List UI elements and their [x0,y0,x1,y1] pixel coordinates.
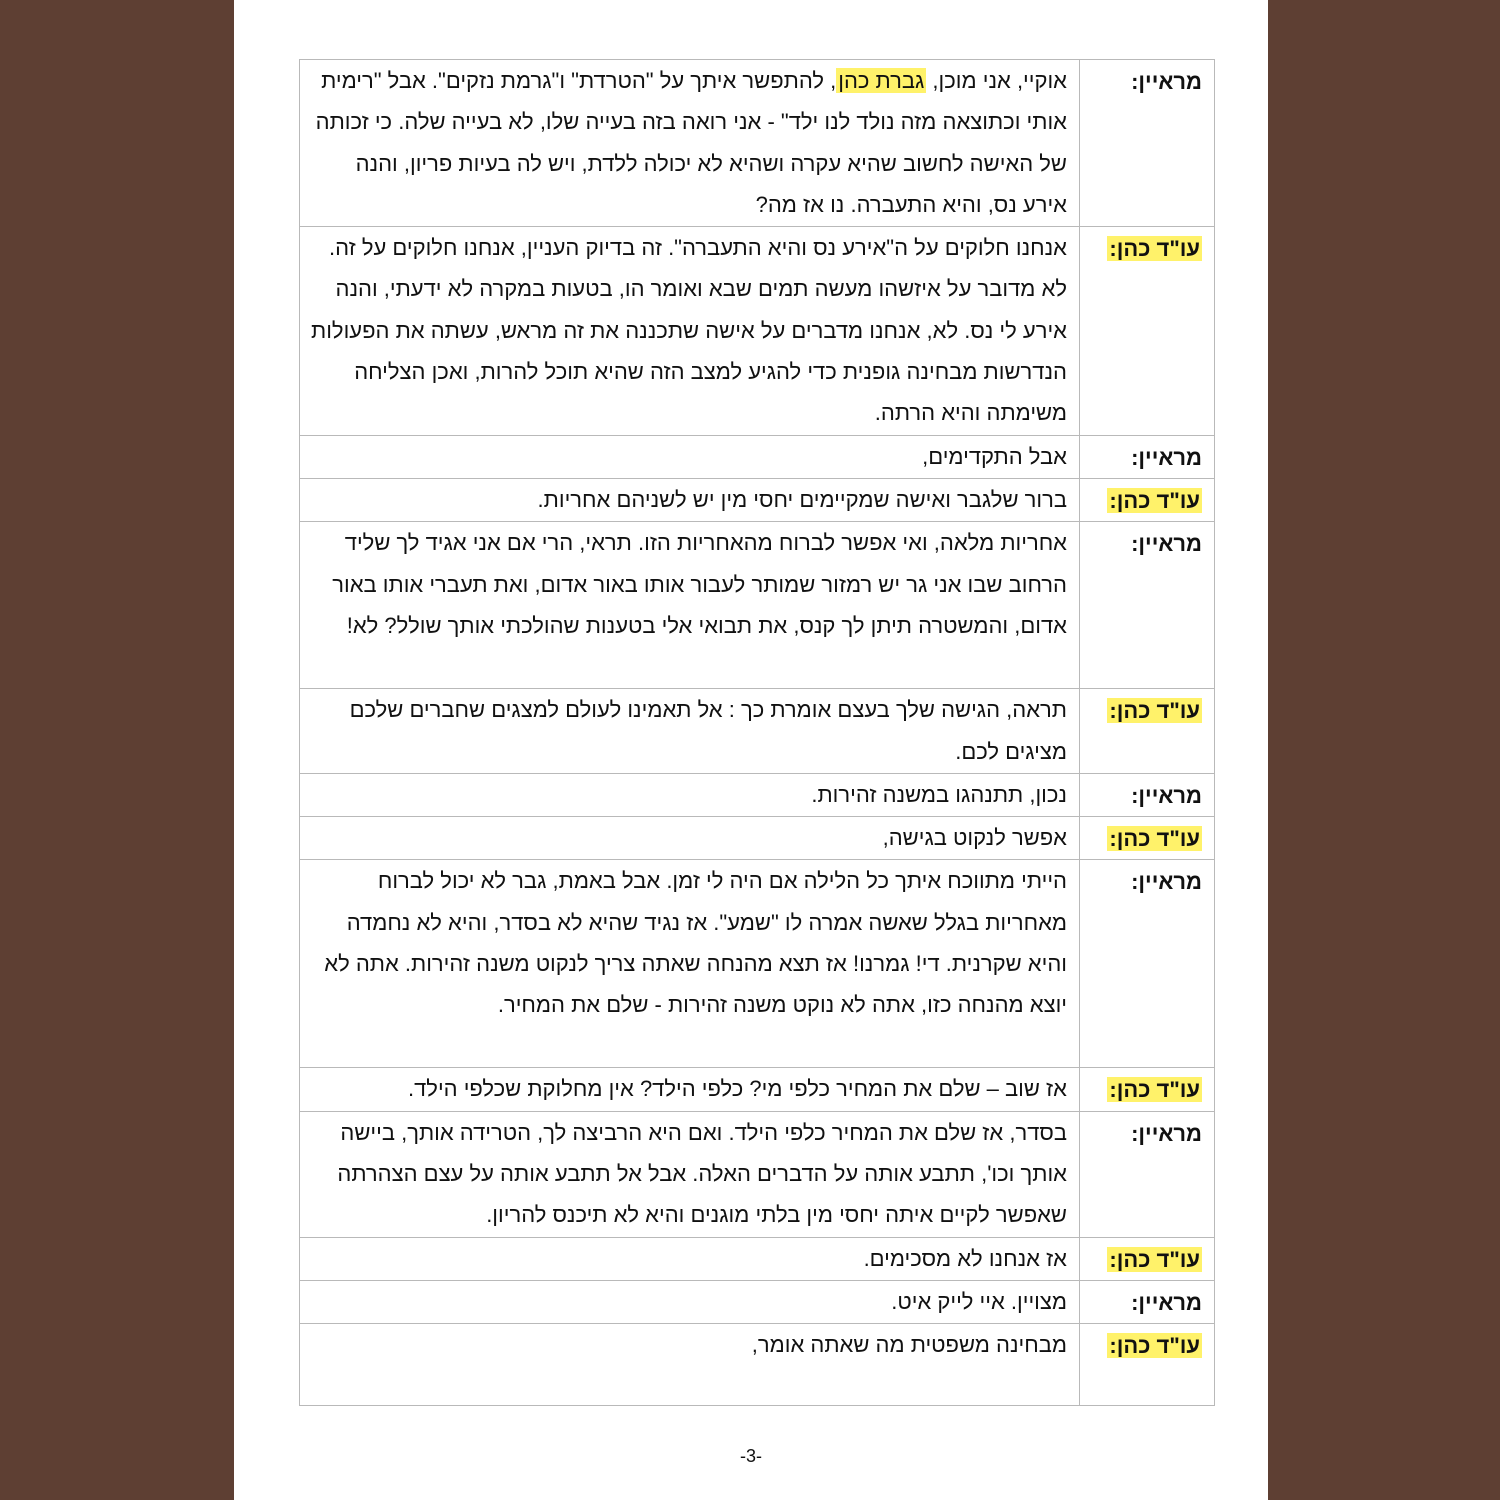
utterance-cell [300,817,1080,860]
speaker-cell [1080,860,1215,1068]
speaker-label: עו"ד כהן: [1109,1077,1200,1103]
speaker-cell [1080,1280,1215,1323]
speaker-label: עו"ד כהן: [1109,487,1200,513]
speaker-label: מראיין: [1131,69,1202,94]
table-row [300,227,1215,435]
speaker-label: מראיין: [1131,444,1202,470]
table-row [300,773,1215,816]
table-row [300,522,1215,689]
utterance-cell [300,860,1080,1068]
speaker-label: עו"ד כהן: [1109,698,1200,724]
utterance-cell [300,1280,1080,1323]
speaker-cell [1080,1324,1215,1406]
page-number: -3- [740,1446,762,1466]
table-row [300,817,1215,860]
utterance-cell [300,522,1080,689]
speaker-label: עו"ד כהן: [1109,1333,1200,1359]
table-row [300,860,1215,1068]
utterance-text: בסדר, אז שלם את המחיר כלפי הילד. ואם היא הרביצה לך, הטרידה אותך, ביישה אותך וכו', תתבע אותה על הדברים האלה. אבל אל תתבע אותה על עצם הצהרתה שאפשר לקיים איתה יחסי מין בלתי מוגנים והיא לא תיכנס להריון. [337,1119,1067,1228]
utterance-cell [300,1068,1080,1111]
utterance-text: אז אנחנו לא מסכימים. [863,1245,1067,1271]
table-row [300,689,1215,774]
speaker-label: מראיין: [1131,1289,1202,1315]
speaker-label: עו"ד כהן: [1109,236,1200,262]
utterance-text: ברור שלגבר ואישה שמקיימים יחסי מין יש לשניהם אחריות. [537,486,1067,512]
utterance-text: הייתי מתווכח איתך כל הלילה אם היה לי זמן. אבל באמת, גבר לא יכול לברוח מאחריות בגלל שאשה אמרה לו "שמע". אז נגיד שהיא לא בסדר, והיא לא נחמדה והיא שקרנית. די! גמרנו! אז תצא מהנחה שאתה צריך לנקוט משנה זהירות. אתה לא יוצא מהנחה כזו, אתה לא נוקט משנה זהירות - שלם את המחיר. [324,868,1067,1018]
utterance-cell [300,773,1080,816]
utterance-cell [300,1237,1080,1280]
table-row [300,1324,1215,1406]
speaker-label: עו"ד כהן: [1109,1246,1200,1272]
speaker-cell [1080,817,1215,860]
table-row [300,435,1215,478]
utterance-cell [300,689,1080,774]
table-row [300,1237,1215,1280]
speaker-label: מראיין: [1131,869,1202,895]
utterance-cell [300,60,1080,227]
utterance-text: תראה, הגישה שלך בעצם אומרת כך : אל תאמינו לעולם למצגים שחברים שלכם מציגים לכם. [349,697,1067,764]
utterance-text: אחריות מלאה, ואי אפשר לברוח מהאחריות הזו. תראי, הרי אם אני אגיד לך שליד הרחוב שבו אני גר יש רמזור שמותר לעבור אותו באור אדום, ואת תעברי אותו באור אדום, והמשטרה תיתן לך קנס, את תבואי אלי בטענות שהולכתי אותך שולל? לא! [332,530,1067,638]
transcript-table [299,59,1215,1406]
speaker-cell [1080,1068,1215,1111]
utterance-text: נכון, תתנהגו במשנה זהירות. [811,781,1067,807]
utterance-text: אז שוב – שלם את המחיר כלפי מי? כלפי הילד? אין מחלוקת שכלפי הילד. [407,1076,1067,1102]
speaker-cell [1080,689,1215,774]
utterance-cell [300,435,1080,478]
speaker-cell [1080,1237,1215,1280]
utterance-text-continued: , להתפשר איתך על "הטרדת" ו"גרמת נזקים". אבל "רימית אותי וכתוצאה מזה נולד לנו ילד" - אני רואה בזה בעייה שלו, לא בעייה שלה. כי זכותה של האישה לחשוב שהיא עקרה ושהיא לא יכולה ללדת, ויש לה בעיות פריון, והנה אירע נס, והיא התעברה. נו אז מה? [315,68,1067,217]
utterance-text: מבחינה משפטית מה שאתה אומר, [751,1332,1067,1358]
speaker-cell [1080,60,1215,227]
table-row [300,478,1215,521]
utterance-text: אפשר לנקוט בגישה, [882,825,1067,851]
speaker-label: מראיין: [1131,782,1202,808]
speaker-cell [1080,522,1215,689]
document-page [234,0,1268,1500]
utterance-text: אוקיי, אני מוכן, [926,68,1067,93]
table-row [300,1111,1215,1237]
highlighted-name: גברת כהן [838,68,925,93]
speaker-cell [1080,1111,1215,1237]
speaker-label: עו"ד כהן: [1109,826,1200,852]
utterance-cell [300,1111,1080,1237]
utterance-cell [300,478,1080,521]
table-row [300,1068,1215,1111]
utterance-text: מצויין. איי לייק איט. [891,1288,1067,1314]
utterance-text: אנחנו חלוקים על ה"אירע נס והיא התעברה". זה בדיוק העניין, אנחנו חלוקים על זה. לא מדובר על איזשהו מעשה תמים שבא ואומר הו, בטעות במקרה לא ידעתי, והנה אירע לי נס. לא, אנחנו מדברים על אישה שתכננה את זה מראש, עשתה את הפעולות הנדרשות מבחינה גופנית כדי להגיע למצב הזה שהיא תוכל להרות, ואכן הצליחה משימתה והיא הרתה. [311,235,1067,426]
speaker-label: מראיין: [1131,1120,1202,1146]
speaker-cell [1080,773,1215,816]
utterance-cell [300,1324,1080,1406]
speaker-label: מראיין: [1131,531,1202,557]
table-row [300,60,1215,227]
utterance-cell [300,227,1080,435]
utterance-text: אבל התקדימים, [922,443,1067,469]
table-row [300,1280,1215,1323]
speaker-cell [1080,227,1215,435]
speaker-cell [1080,435,1215,478]
speaker-cell [1080,478,1215,521]
